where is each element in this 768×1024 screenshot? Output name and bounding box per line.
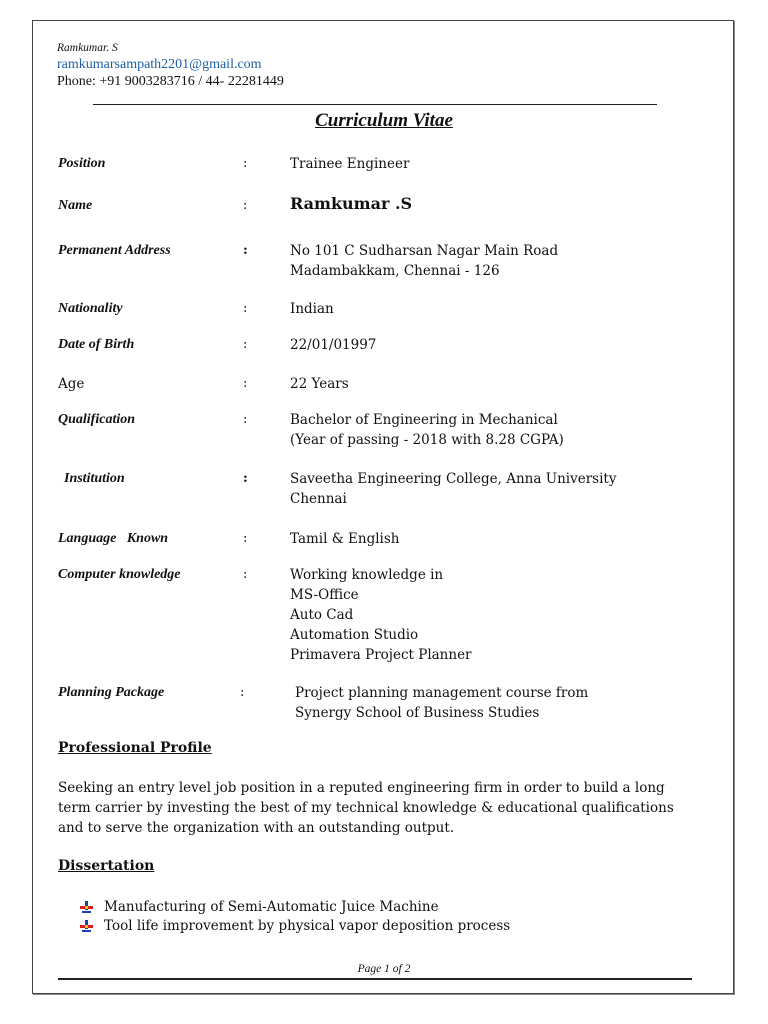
institution-line-1: Saveetha Engineering College, Anna University <box>290 471 617 487</box>
dissertation-heading: Dissertation <box>58 858 155 874</box>
field-value <box>290 335 376 355</box>
field-colon: : <box>243 471 248 486</box>
field-label: Planning Package <box>58 685 165 700</box>
qualification-line-2: (Year of passing - 2018 with 8.28 CGPA) <box>290 432 564 448</box>
page-number: Page 1 of 2 <box>357 963 411 975</box>
name-value: Ramkumar .S <box>290 194 413 213</box>
field-colon: : <box>243 198 248 213</box>
field-value <box>290 154 409 174</box>
profile-line: and to serve the organization with an outstanding output. <box>58 820 455 836</box>
field-colon: : <box>243 337 248 352</box>
institution-line-2: Chennai <box>290 491 347 507</box>
field-value <box>290 194 412 214</box>
field-label: Nationality <box>58 301 123 316</box>
document-title <box>0 110 768 132</box>
planning-line-2: Synergy School of Business Studies <box>295 705 540 721</box>
address-line-2: Madambakkam, Chennai - 126 <box>290 263 500 279</box>
dissertation-item: Tool life improvement by physical vapor deposition process <box>104 918 511 934</box>
header-divider <box>93 104 657 105</box>
field-label: Name <box>58 198 93 213</box>
profile-line: term carrier by investing the best of my technical knowledge & educational qualifications <box>58 800 674 816</box>
field-colon: : <box>243 156 248 171</box>
field-label: Qualification <box>58 412 136 427</box>
qualification-line-1: Bachelor of Engineering in Mechanical <box>290 412 558 428</box>
field-colon: : <box>240 685 245 700</box>
field-label: Date of Birth <box>58 337 135 352</box>
professional-profile-text <box>58 778 698 838</box>
field-value <box>290 374 349 394</box>
field-colon: : <box>243 531 248 546</box>
computer-line: MS-Office <box>290 587 359 603</box>
field-value <box>295 683 588 723</box>
field-label: Position <box>58 156 106 171</box>
document-title-text: Curriculum Vitae <box>315 110 453 131</box>
planning-line-1: Project planning management course from <box>295 685 589 701</box>
bullet-arrow-icon <box>80 920 93 933</box>
professional-profile-heading: Professional Profile <box>58 740 212 756</box>
field-value <box>290 565 472 665</box>
profile-line: Seeking an entry level job position in a reputed engineering firm in order to build a long <box>58 780 665 796</box>
field-label: Language Known <box>58 531 169 546</box>
field-label: Age <box>58 376 85 392</box>
age-value: 22 Years <box>290 376 349 392</box>
field-colon: : <box>243 567 248 582</box>
field-value <box>290 529 400 549</box>
nationality-value: Indian <box>290 301 334 317</box>
computer-line: Primavera Project Planner <box>290 647 472 663</box>
position-value: Trainee Engineer <box>290 156 410 172</box>
footer-divider <box>58 978 692 980</box>
dob-value: 22/01/01997 <box>290 337 377 353</box>
field-value <box>290 241 558 281</box>
field-colon: : <box>243 243 248 258</box>
address-line-1: No 101 C Sudharsan Nagar Main Road <box>290 243 559 259</box>
field-label: Computer knowledge <box>58 567 181 582</box>
language-value: Tamil & English <box>290 531 400 547</box>
computer-line: Automation Studio <box>290 627 419 643</box>
field-value <box>290 299 334 319</box>
field-colon: : <box>243 376 248 391</box>
computer-line: Working knowledge in <box>290 567 444 583</box>
field-value <box>290 410 564 450</box>
header-email-link[interactable]: ramkumarsampath2201@gmail.com <box>57 57 262 72</box>
field-colon: : <box>243 301 248 316</box>
bullet-arrow-icon <box>80 901 93 914</box>
field-value <box>290 469 616 509</box>
header-name: Ramkumar. S <box>57 42 118 54</box>
dissertation-item: Manufacturing of Semi-Automatic Juice Machine <box>104 899 439 915</box>
field-label: Permanent Address <box>58 243 171 258</box>
field-colon: : <box>243 412 248 427</box>
header-phone: Phone: +91 9003283716 / 44- 22281449 <box>57 74 284 89</box>
computer-line: Auto Cad <box>290 607 354 623</box>
field-label: Institution <box>64 471 125 486</box>
